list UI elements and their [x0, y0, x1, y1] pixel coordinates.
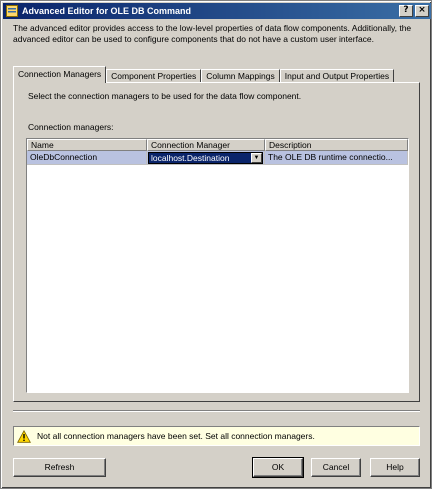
cancel-button[interactable]: Cancel [311, 458, 361, 477]
grid-header [27, 139, 408, 151]
tab-connection-managers[interactable]: Connection Managers [13, 66, 106, 83]
column-header-description[interactable]: Description [265, 139, 408, 151]
tab-panel [13, 82, 420, 402]
help-title-button[interactable]: ? [399, 5, 413, 17]
close-button[interactable]: × [415, 5, 429, 17]
connection-manager-cell[interactable] [147, 151, 265, 165]
title-bar[interactable] [3, 3, 431, 19]
chevron-down-icon[interactable]: ▼ [251, 153, 262, 163]
ok-button[interactable]: OK [253, 458, 303, 477]
column-header-name[interactable]: Name [27, 139, 147, 151]
connection-manager-value: localhost.Destination [149, 153, 251, 163]
help-button[interactable]: Help [370, 458, 420, 477]
table-row[interactable] [27, 151, 408, 165]
divider [13, 410, 420, 412]
window-title: Advanced Editor for OLE DB Command [22, 6, 192, 16]
refresh-button[interactable]: Refresh [13, 458, 106, 477]
grid-label: Connection managers: [28, 122, 114, 132]
connection-managers-grid[interactable] [26, 138, 409, 393]
editor-description: The advanced editor provides access to the low-level properties of data flow components. Additionally, the advanced editor can be used to configure components that do not have a custom user interface. [13, 23, 412, 44]
app-icon [6, 5, 18, 17]
panel-instruction: Select the connection managers to be used for the data flow component. [28, 91, 302, 101]
tab-component-properties[interactable]: Component Properties [106, 69, 201, 83]
connection-manager-dropdown[interactable] [148, 152, 263, 164]
tab-input-output-properties[interactable]: Input and Output Properties [280, 69, 394, 83]
warning-message: Not all connection managers have been set. Set all connection managers. [37, 431, 315, 441]
tab-column-mappings[interactable]: Column Mappings [201, 69, 280, 83]
tab-strip [13, 66, 394, 83]
row-name-cell[interactable]: OleDbConnection [27, 151, 147, 165]
warning-bar [13, 426, 420, 446]
row-description-cell[interactable]: The OLE DB runtime connectio... [265, 151, 408, 165]
column-header-connection-manager[interactable]: Connection Manager [147, 139, 265, 151]
warning-icon [17, 430, 31, 443]
